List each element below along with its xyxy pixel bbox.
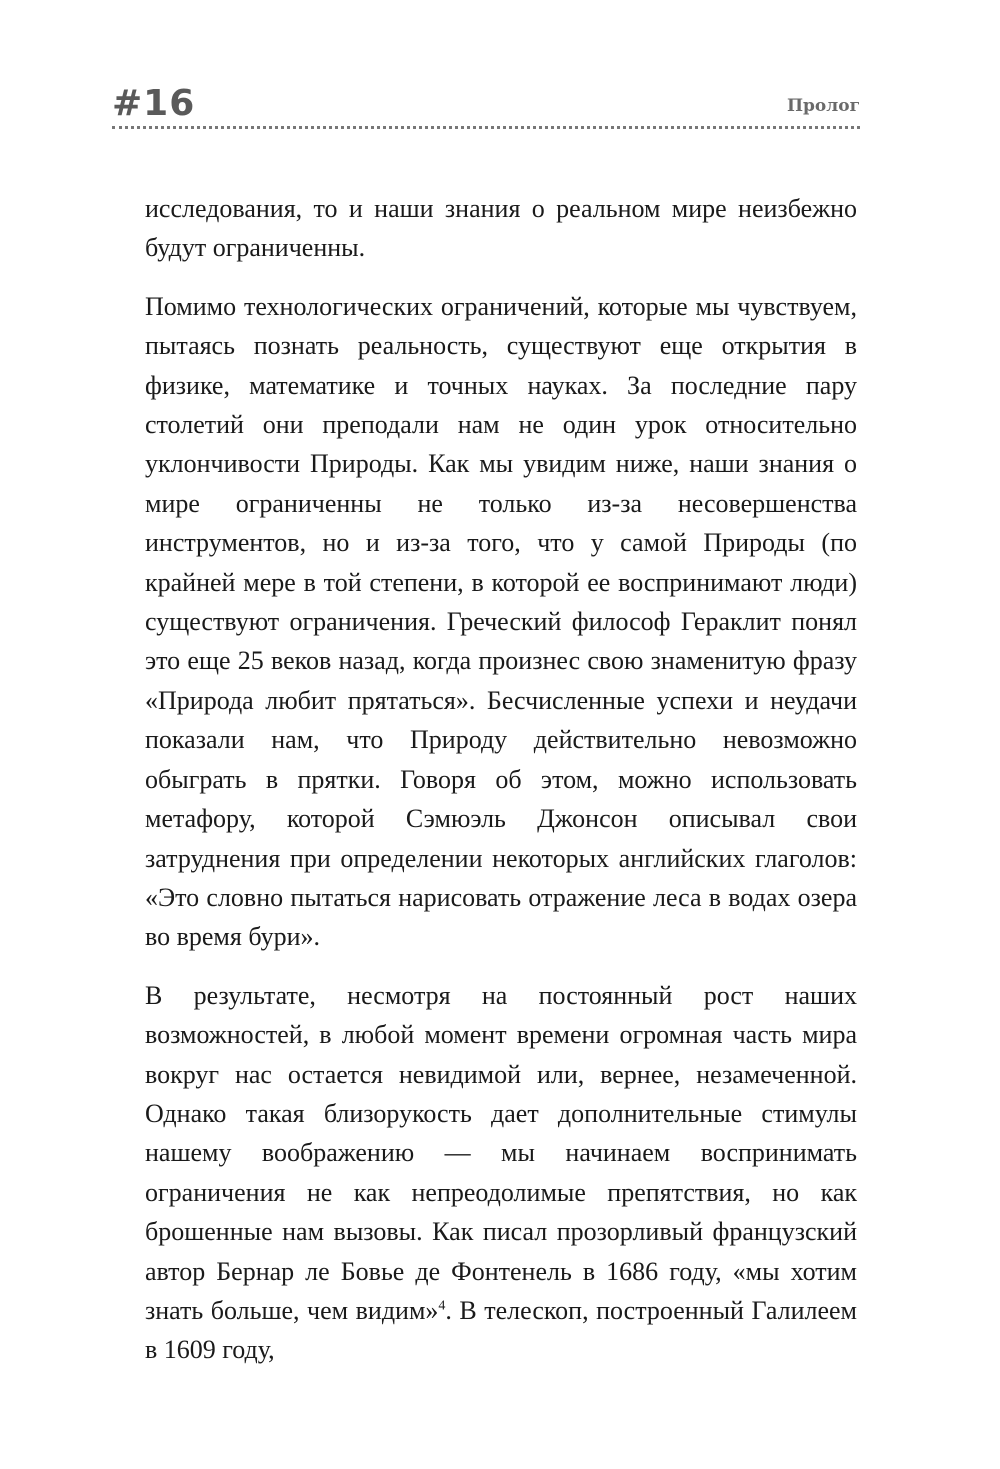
paragraph-3-text-end: . В телескоп, построенный Галилеем в 1609 году, — [145, 1295, 858, 1365]
paragraph-3 — [145, 976, 857, 1370]
paragraph-3-text: В результате, несмотря на постоянный рост наших возможностей, в любой момент времени огромная часть мира вокруг нас остается невидимой или, вернее, незамеченной. Однако такая близорукость дает дополнительные стимулы нашему воображению — мы начинаем воспринимать ограничения не как непреодолимые препятствия, но как брошенные нам вызовы. Как писал прозорливый французский автор Бернар ле Бовье де Фонтенель в 1686 году, «мы хотим знать больше, чем видим» — [145, 980, 857, 1325]
page-number: #16 — [112, 83, 196, 124]
dotted-divider — [112, 126, 860, 129]
paragraph-2: Помимо технологических ограничений, которые мы чувствуем, пытаясь познать реальность, существуют еще открытия в физике, математике и точных науках. За последние пару столетий они преподали нам не один урок относительно уклончивости Природы. Как мы увидим ниже, наши знания о мире ограниченны не только из-за несовершенства инструментов, но и из-за того, что у самой Природы (по крайней мере в той степени, в которой ее воспринимают люди) существуют ограничения. Греческий философ Гераклит понял это еще 25 веков назад, когда произнес свою знаменитую фразу «Природа любит прятаться». Бесчисленные успехи и неудачи показали нам, что Природу действительно невозможно обыграть в прятки. Говоря об этом, можно использовать метафору, которой Сэмюэль Джонсон описывал свои затруднения при определении некоторых английских глаголов: «Это словно пытаться нарисовать отражение леса в водах озера во время бури». — [145, 291, 857, 952]
page-header — [112, 82, 860, 132]
footnote-marker: 4 — [438, 1298, 446, 1314]
running-head: Пролог — [786, 96, 860, 116]
body-text — [145, 189, 857, 1389]
paragraph-1: исследования, то и наши знания о реальном мире неизбежно будут ограниченны. — [145, 194, 857, 263]
